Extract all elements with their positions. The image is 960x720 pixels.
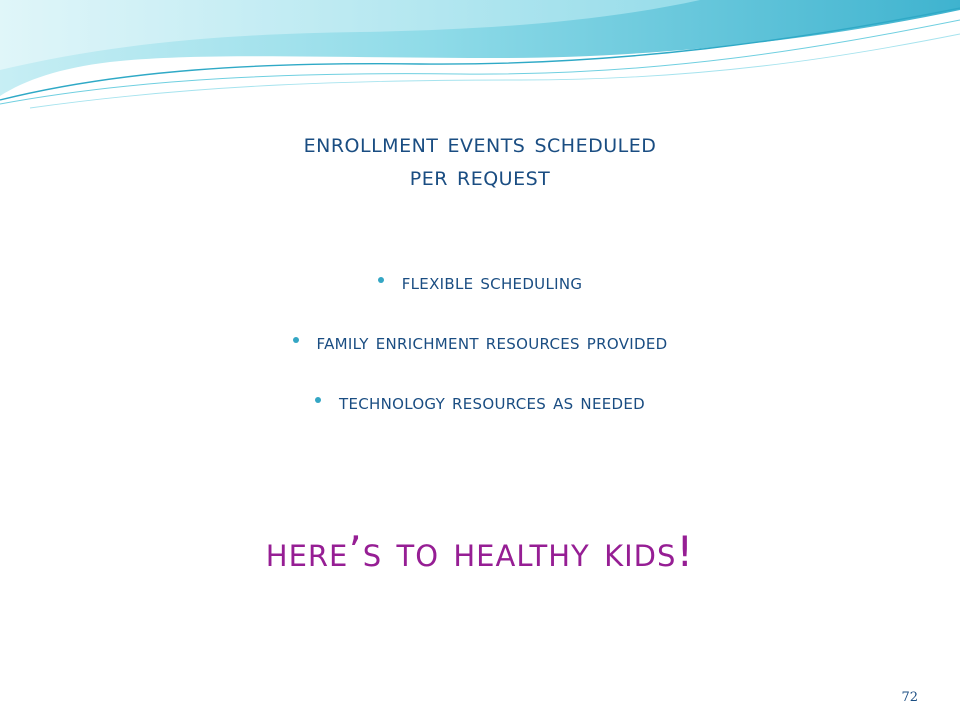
bullet-item <box>180 268 780 296</box>
page-number: 72 <box>901 690 918 705</box>
bullet-item <box>180 328 780 356</box>
bullet-dot-icon <box>378 277 384 283</box>
heading-line-1: enrollment events scheduled <box>303 128 657 159</box>
heading-line-2: per request <box>409 161 551 192</box>
bullet-text: flexible scheduling <box>401 270 583 294</box>
bullet-list <box>180 268 780 416</box>
header-wave-decoration <box>0 0 960 110</box>
bullet-dot-icon <box>315 397 321 403</box>
tagline: here’s to healthy kids! <box>265 527 695 576</box>
bullet-content <box>378 268 583 296</box>
slide-heading <box>120 127 840 193</box>
bullet-text: technology resources as needed <box>338 390 645 414</box>
bullet-item <box>180 388 780 416</box>
bullet-dot-icon <box>293 337 299 343</box>
bullet-content <box>293 328 668 356</box>
bullet-content <box>315 388 645 416</box>
bullet-text: family enrichment resources provided <box>316 330 668 354</box>
